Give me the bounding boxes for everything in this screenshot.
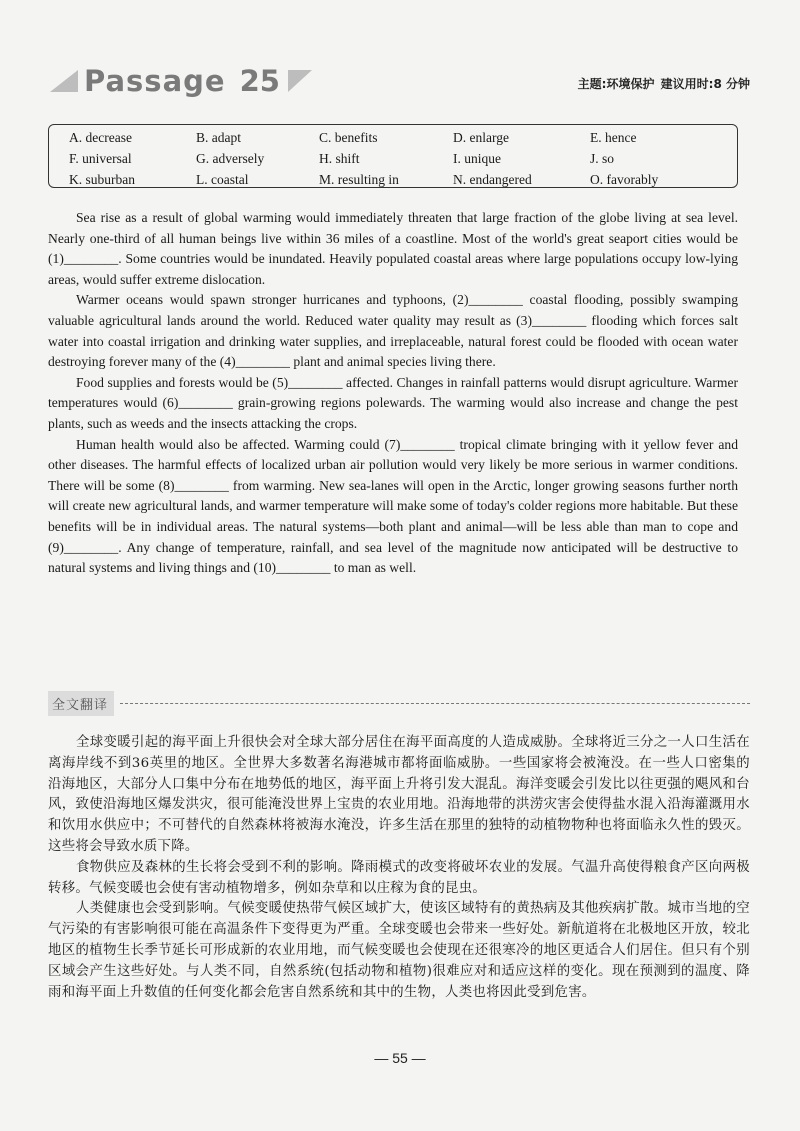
word-bank-row — [69, 169, 737, 190]
word-option: O. favorably — [590, 171, 659, 187]
english-paragraph: Sea rise as a result of global warming would immediately threaten that large fraction of the globe living at sea level. Nearly one-third of all human beings live within 36 miles of a coastline. Most of the world's great seaport cities would be (1)________. Some countries would be inundated. Heavily populated coastal areas where large populations occupy low-lying areas, would suffer extreme dislocation. — [48, 210, 738, 287]
word-option: C. benefits — [319, 129, 378, 145]
word-option: I. unique — [453, 150, 501, 166]
passage-number: 25 — [239, 64, 280, 98]
word-option: G. adversely — [196, 150, 265, 166]
english-passage — [48, 208, 738, 579]
word-option: K. suburban — [69, 171, 135, 187]
english-paragraph: Human health would also be affected. Warming could (7)________ tropical climate bringing with it yellow fever and other diseases. The harmful effects of localized urban air pollution would very likely be more serious in warmer conditions. There will be some (8)________ from warming. New sea-lanes will open in the Arctic, longer growing seasons further north will create new agricultural lands, and warmer temperature will make some of today's colder regions more habitable. But these benefits will be in individual areas. The natural systems—both plant and animal—will be less able than man to cope and (9)________. Any change of temperature, rainfall, and sea level of the magnitude now anticipated will be destructive to natural systems and living things and (10)________ to man as well. — [48, 436, 738, 576]
word-option: B. adapt — [196, 129, 241, 145]
english-paragraph: Warmer oceans would spawn stronger hurricanes and typhoons, (2)________ coastal flooding, possibly swamping valuable agricultural lands around the world. Reduced water quality may result as (3)________ flooding which forces salt water into coastal irrigation and drinking water supplies, and irreplaceable, natural forest could be flooded with ocean water destroying forever many of the (4)________ plant and animal species living there. — [48, 292, 738, 370]
chinese-paragraph: 人类健康也会受到影响。气候变暖使热带气候区域扩大，使该区域特有的黄热病及其他疾病扩散。城市当地的空气污染的有害影响很可能在高温条件下变得更为严重。全球变暖也会带来一些好处。新航道将在北极地区开放，较北地区的植物生长季节延长可形成新的农业用地，而气候变暖也会使现在还很寒冷的地区更适合人们居住。但只有个别区域会产生这些好处。与人类不同，自然系统(包括动物和植物)很难应对和适应这样的变化。现在预测到的温度、降雨和海平面上升数值的任何变化都会危害自然系统和其中的生物，人类也将因此受到危害。 — [48, 901, 750, 1000]
word-option: L. coastal — [196, 171, 249, 187]
word-bank-row — [69, 148, 737, 169]
time-label: 建议用时:8 分钟 — [660, 77, 750, 91]
chinese-paragraph: 食物供应及森林的生长将会受到不利的影响。降雨模式的改变将破坏农业的发展。气温升高使得粮食产区向两极转移。气候变暖也会使有害动植物增多，例如杂草和以庄稼为食的昆虫。 — [48, 859, 750, 896]
word-option: H. shift — [319, 150, 360, 166]
word-bank — [48, 124, 738, 188]
translation-label: 全文翻译 — [48, 691, 114, 716]
word-option: E. hence — [590, 129, 637, 145]
word-option: D. enlarge — [453, 129, 509, 145]
page-number: — 55 — — [374, 1050, 426, 1066]
chinese-translation — [48, 733, 750, 1003]
english-paragraph: Food supplies and forests would be (5)________ affected. Changes in rainfall patterns would disrupt agriculture. Warmer temperatures would (6)________ grain-growing regions polewards. The warming would also increase and change the pest plants, such as weeds and the insects attacking the crops. — [48, 374, 738, 431]
word-option: M. resulting in — [319, 171, 399, 187]
word-option: N. endangered — [453, 171, 532, 187]
word-option: J. so — [590, 150, 615, 166]
left-triangle-icon — [50, 70, 78, 92]
passage-header — [50, 62, 750, 112]
word-option: F. universal — [69, 150, 132, 166]
translation-section-header — [48, 690, 750, 716]
passage-title — [50, 64, 312, 98]
topic-info — [576, 75, 750, 92]
word-bank-row — [69, 127, 737, 148]
dashed-divider — [120, 703, 750, 704]
topic-label: 主题:环境保护 — [577, 77, 655, 91]
right-triangle-icon — [288, 70, 312, 92]
word-option: A. decrease — [69, 129, 132, 145]
chinese-paragraph: 全球变暖引起的海平面上升很快会对全球大部分居住在海平面高度的人造成威胁。全球将近三分之一人口生活在离海岸线不到36英里的地区。全世界大多数著名海港城市都将面临威胁。一些国家将会被淹没。在一些人口密集的沿海地区，大部分人口集中分布在地势低的地区，海平面上升将引发大混乱。海洋变暖会引发比以往更强的飓风和台风，致使沿海地区爆发洪灾，很可能淹没世界上宝贵的农业用地。沿海地带的洪涝灾害会使得盐水混入沿海灌溉用水和饮用水供应中；不可替代的自然森林将被海水淹没，许多生活在那里的独特的动植物物种也将面临永久性的毁灭。这些将会导致水质下降。 — [48, 735, 750, 854]
passage-word: Passage — [84, 64, 226, 98]
